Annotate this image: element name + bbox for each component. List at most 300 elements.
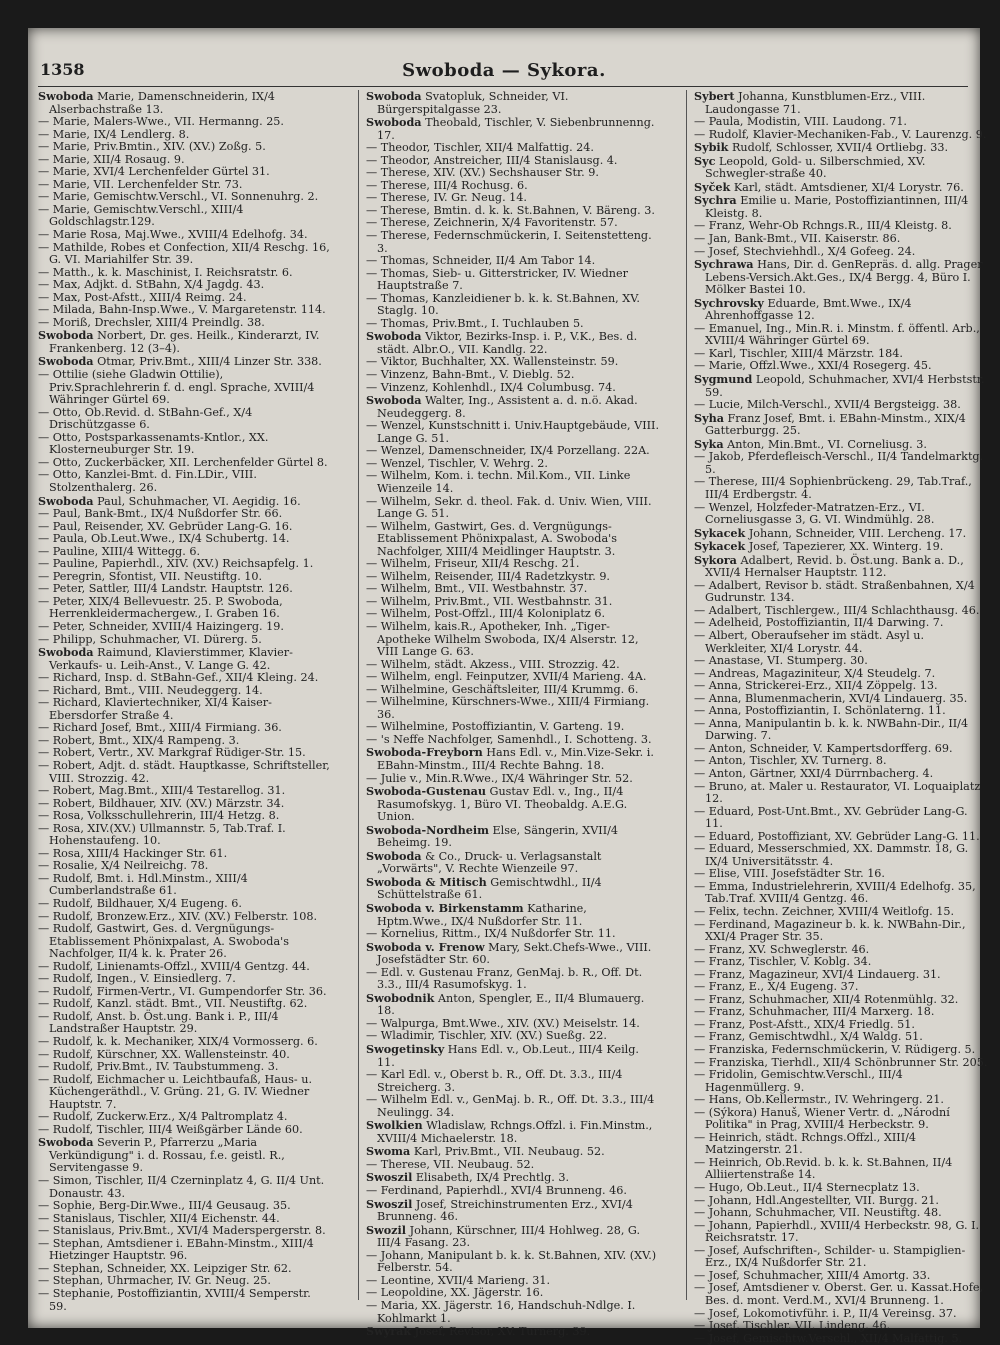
directory-entry	[38, 204, 332, 229]
entry-surname: Sygmund	[694, 372, 753, 387]
entry-text: — Josef, Stechviehhdl., X/4 Gofeeg. 24.	[694, 244, 916, 258]
entry-text: — Jan, Bank-Bmt., VII. Kaiserstr. 86.	[694, 232, 901, 246]
entry-surname: Swoszil	[366, 1170, 413, 1185]
directory-entry	[694, 1132, 988, 1157]
directory-entry	[38, 469, 332, 494]
directory-entry	[366, 824, 660, 850]
entry-text: Hans, Dir. d. GenRepräs. d. allg. Prager Lebens-Versich.Akt.Ges., IX/4 Bergg. 4, Büro I. Mölker Bastei 10.	[705, 258, 983, 297]
directory-entry	[366, 1300, 660, 1325]
entry-surname: Swoboda	[38, 354, 94, 369]
entry-text: — Marie, IX/4 Lendlerg. 8.	[38, 127, 190, 141]
directory-entry	[366, 394, 660, 420]
entry-text: — Leontine, XVII/4 Marieng. 31.	[366, 1273, 551, 1287]
entry-text: — Thomas, Priv.Bmt., I. Tuchlauben 5.	[366, 316, 584, 330]
entry-text: — Wilhelm, Sekr. d. theol. Fak. d. Univ. Wien, VIII. Lange G. 51.	[366, 494, 652, 521]
directory-entry	[366, 967, 660, 992]
entry-text: — Marie, Priv.Bmtin., XIV. (XV.) Zoßg. 5.	[38, 140, 266, 154]
entry-text: — Matth., k. k. Maschinist, I. Reichsratstr. 6.	[38, 265, 293, 279]
entry-surname: Swoboda	[38, 645, 94, 660]
entry-text: — Albert, Oberaufseher im städt. Asyl u. Werkleiter, XI/4 Lorystr. 44.	[694, 628, 925, 655]
directory-entry	[694, 919, 988, 944]
directory-entry	[694, 781, 988, 806]
directory-entry	[38, 1011, 332, 1036]
directory-entry	[366, 293, 660, 318]
entry-text: — Richard Josef, Bmt., XIII/4 Firmiang. 36.	[38, 721, 282, 735]
entry-text: — Rudolf, Zuckerw.Erz., X/4 Paltromplatz 4.	[38, 1110, 288, 1124]
entry-text: Johann, Kürschner, III/4 Hohlweg. 28, G. III/4 Fasang. 23.	[377, 1223, 641, 1250]
entry-text: — Ferdinand, Papierhdl., XVI/4 Brunneng. 46.	[366, 1184, 627, 1198]
entry-text: — Heinrich, Ob.Revid. b. k. k. St.Bahnen, II/4 Alliiertenstraße 14.	[694, 1155, 953, 1182]
entry-surname: Swobodnik	[366, 990, 435, 1005]
entry-text: — Rosalie, X/4 Neilreichg. 78.	[38, 859, 209, 873]
directory-entry	[694, 438, 988, 452]
entry-text: — Franz, Tischler, V. Koblg. 34.	[694, 955, 872, 969]
entry-text: — Wilhelmine, Kürschners-Wwe., XIII/4 Firmiang. 36.	[366, 695, 650, 721]
column-divider	[686, 90, 687, 1300]
entry-text: — Otto, Kanzlei-Bmt. d. Fin.LDir., VIII. Stolzenthalerg. 26.	[38, 468, 257, 494]
directory-entry	[694, 155, 988, 181]
entry-surname: Swoboda	[366, 393, 422, 408]
directory-entry	[38, 495, 332, 509]
entry-text: — Eduard, Messerschmied, XX. Dammstr. 18, G. IX/4 Universitätsstr. 4.	[694, 842, 969, 868]
entry-text: — Josef, Lokomotivführ. i. P., II/4 Vereinsg. 37.	[694, 1306, 957, 1320]
directory-entry	[366, 230, 660, 255]
directory-entry	[366, 90, 660, 116]
directory-entry	[38, 432, 332, 457]
entry-surname: Swolkien	[366, 1118, 423, 1133]
directory-entry	[366, 876, 660, 902]
entry-text: — Stanislaus, Tischler, XII/4 Eichenstr. 44.	[38, 1211, 280, 1225]
directory-entry	[694, 129, 988, 142]
entry-text: — Leopoldine, XX. Jägerstr. 16.	[366, 1286, 544, 1300]
entry-text: — Rudolf, k. k. Mechaniker, XIX/4 Vormosserg. 6.	[38, 1035, 318, 1049]
entry-text: — Robert, Vertr., XV. Markgraf Rüdiger-Str. 15.	[38, 746, 306, 760]
entry-text: — Rudolf, Bildhauer, X/4 Eugeng. 6.	[38, 897, 242, 910]
entry-text: — Franz, Post-Afstt., XIX/4 Friedlg. 51.	[694, 1017, 915, 1031]
entry-text: — Rosa, Volksschullehrerin, III/4 Hetzg. 8.	[38, 809, 280, 823]
entry-text: — Thomas, Kanzleidiener b. k. k. St.Bahnen, XV. Staglg. 10.	[366, 291, 640, 318]
entry-text: — Rudolf, Kürschner, XX. Wallensteinstr. 40.	[38, 1047, 290, 1061]
entry-text: — Robert, Bildhauer, XIV. (XV.) Märzstr. 34.	[38, 796, 285, 810]
entry-text: — Julie v., Min.R.Wwe., IX/4 Währinger Str. 52.	[366, 771, 633, 785]
entry-text: — Ferdinand, Magazineur b. k. k. NWBahn-Dir., XXI/4 Prager Str. 35.	[694, 917, 966, 944]
page-number: 1358	[40, 60, 85, 79]
entry-text: — Marie, Gemischtw.Verschl., XIII/4 Goldschlagstr.129.	[38, 202, 244, 229]
entry-text: — Johann, Schuhmacher, VII. Neustiftg. 48.	[694, 1206, 942, 1220]
entry-text: — Theodor, Anstreicher, III/4 Stanislausg. 4.	[366, 153, 618, 167]
entry-text: — Robert, Bmt., XIX/4 Rampeng. 3.	[38, 733, 240, 747]
directory-entry	[694, 258, 988, 297]
entry-text: — Rudolf, Eichmacher u. Leichtbaufaß, Haus- u. Küchengeräthdl., V. Grüng. 21, G. IV. Wiedner Hauptstr. 7.	[38, 1072, 313, 1111]
directory-entry	[694, 1282, 988, 1307]
directory-entry	[366, 992, 660, 1018]
entry-text: — Adalbert, Tischlergew., III/4 Schlachthausg. 46.	[694, 603, 980, 617]
entry-text: — Therese, III/4 Rochusg. 6.	[366, 178, 528, 192]
entry-surname: Swozil	[366, 1222, 407, 1237]
entry-text: — Karl Edl. v., Oberst b. R., Off. Dt. 3.3., III/4 Streicherg. 3.	[366, 1068, 623, 1094]
entry-text: — Marie, Offzl.Wwe., XXI/4 Rosegerg. 45.	[694, 359, 932, 373]
entry-text: — Franz, Schuhmacher, XII/4 Rotenmühlg. 32.	[694, 992, 959, 1006]
directory-entry	[694, 806, 988, 831]
entry-text: — Peter, Sattler, III/4 Landstr. Hauptstr. 126.	[38, 582, 293, 596]
directory-entry	[694, 1333, 988, 1345]
directory-entry	[694, 630, 988, 655]
entry-text: — Josef, Tischler, VII. Lindeng. 46.	[694, 1319, 891, 1333]
column-3	[694, 89, 988, 1345]
directory-entry	[38, 646, 332, 672]
directory-entry	[694, 373, 988, 399]
entry-text: — Max, Post-Afstt., XIII/4 Reimg. 24.	[38, 290, 247, 304]
directory-entry	[38, 1238, 332, 1263]
directory-entry	[38, 407, 332, 432]
entry-text: — Thomas, Sieb- u. Gitterstricker, IV. Wiedner Hauptstraße 7.	[366, 266, 628, 293]
directory-entry	[366, 785, 660, 824]
directory-entry	[366, 902, 660, 928]
entry-text: — Maria, XX. Jägerstr. 16, Handschuh-Ndlge. I. Kohlmarkt 1.	[366, 1298, 636, 1325]
entry-surname: Sybert	[694, 89, 735, 103]
entry-text: — Paula, Modistin, VIII. Laudong. 71.	[694, 115, 907, 129]
directory-entry	[694, 881, 988, 906]
entry-surname: Sychrawa	[694, 257, 754, 272]
directory-entry	[366, 696, 660, 721]
entry-text: — Josef, Schuhmacher, XIII/4 Amortg. 33.	[694, 1268, 931, 1282]
entry-text: — Marie, XVI/4 Lerchenfelder Gürtel 31.	[38, 165, 270, 179]
entry-text: — Rudolf, Anst. b. Öst.ung. Bank i. P., III/4 Landstraßer Hauptstr. 29.	[38, 1009, 279, 1036]
directory-entry	[38, 1074, 332, 1112]
entry-text: Viktor, Bezirks-Insp. i. P., V.K., Bes. d. städt. Albr.O., VII. Kandlg. 22.	[377, 330, 638, 356]
entry-text: Anton, Min.Bmt., VI. Corneliusg. 3.	[723, 437, 927, 451]
entry-text: Josef, Revisor, XV. Turnerg. 39.	[411, 1325, 591, 1339]
directory-entry	[694, 90, 988, 116]
entry-text: — Simon, Tischler, II/4 Czerninplatz 4, G. II/4 Unt. Donaustr. 43.	[38, 1174, 325, 1200]
entry-text: — Rudolf, Priv.Bmt., IV. Taubstummeng. 3.	[38, 1060, 279, 1074]
entry-text: Karl, Priv.Bmt., VII. Neubaug. 52.	[410, 1145, 605, 1159]
entry-text: — 's Neffe Nachfolger, Samenhdl., I. Schotteng. 3.	[366, 732, 652, 746]
entry-text: — Kornelius, Rittm., IX/4 Nußdorfer Str. 11.	[366, 927, 616, 941]
entry-text: Raimund, Klavierstimmer, Klavier-Verkaufs- u. Leih-Anst., V. Lange G. 42.	[49, 646, 293, 672]
directory-entry	[38, 1175, 332, 1200]
entry-text: — Rudolf, Ingen., V. Einsiedlerg. 7.	[38, 972, 236, 986]
entry-text: — Anton, Schneider, V. Kampertsdorfferg. 69.	[694, 741, 953, 755]
entry-surname: Swoboda & Mitisch	[366, 874, 487, 889]
entry-surname: Swoboda	[366, 848, 422, 863]
entry-text: — Marie, Gemischtw.Verschl., VI. Sonnenuhrg. 2.	[38, 190, 319, 204]
directory-entry	[366, 1325, 660, 1339]
directory-entry	[366, 1224, 660, 1250]
entry-text: — Jakob, Pferdefleisch-Verschl., II/4 Tandelmarktg. 5.	[694, 450, 984, 476]
entry-text: — Bruno, at. Maler u. Restaurator, VI. Loquaiplatz 12.	[694, 779, 981, 806]
entry-text: — Johann, Hdl.Angestellter, VII. Burgg. 21.	[694, 1193, 939, 1207]
entry-text: — Johann, Papierhdl., XVIII/4 Herbeckstr. 98, G. I. Reichsratstr. 17.	[694, 1218, 980, 1245]
entry-text: — Viktor, Buchhalter, XX. Wallensteinstr. 59.	[366, 355, 619, 369]
entry-text: Leopold, Schuhmacher, XVI/4 Herbststr. 59.	[705, 373, 985, 399]
entry-text: — Therese, VII. Neubaug. 52.	[366, 1157, 535, 1171]
directory-entry	[694, 194, 988, 220]
directory-entry	[694, 297, 988, 323]
entry-text: — Vinzenz, Kohlenhdl., IX/4 Columbusg. 74.	[366, 380, 616, 394]
entry-text: Leopold, Gold- u. Silberschmied, XV. Schwegler-straße 40.	[705, 154, 926, 181]
entry-text: — Rudolf, Tischler, III/4 Weißgärber Lände 60.	[38, 1122, 303, 1136]
directory-entry	[694, 1107, 988, 1132]
directory-entry	[694, 843, 988, 868]
entry-text: — Pauline, XIII/4 Wittegg. 6.	[38, 544, 201, 558]
entry-text: — Stephan, Amtsdiener i. EBahn-Minstm., XIII/4 Hietzinger Hauptstr. 96.	[38, 1236, 314, 1263]
directory-entry	[366, 470, 660, 495]
entry-surname: Swoboda v. Birkenstamm	[366, 901, 524, 915]
entry-surname: Swoboda-Freyborn	[366, 745, 483, 760]
entry-text: — Anton, Gärtner, XXI/4 Dürrnbacherg. 4.	[694, 766, 934, 780]
entry-text: Anton, Spengler, E., II/4 Blumauerg. 18.	[377, 991, 645, 1018]
entry-text: Josef, Streichinstrumenten Erz., XVI/4 Brunneng. 46.	[377, 1197, 633, 1224]
entry-text: Otmar, Priv.Bmt., XIII/4 Linzer Str. 338.	[93, 355, 322, 369]
entry-text: — Adelheid, Postoffiziantin, II/4 Darwing. 7.	[694, 616, 944, 630]
entry-text: — Karl, Tischler, XIII/4 Märzstr. 184.	[694, 346, 903, 360]
directory-entry	[366, 268, 660, 293]
entry-text: — Peter, Schneider, XVIII/4 Haizingerg. 19.	[38, 619, 284, 633]
directory-entry	[38, 369, 332, 407]
entry-text: — Johann, Manipulant b. k. k. St.Bahnen, XIV. (XV.) Felberstr. 54.	[366, 1248, 657, 1275]
entry-text: Katharine, Hptm.Wwe., IX/4 Nußdorfer Str. 11.	[377, 902, 587, 928]
directory-entry	[366, 1094, 660, 1119]
entry-text: — Franziska, Tierhdl., XII/4 Schönbrunner Str. 205.	[694, 1055, 988, 1069]
entry-text: — Wenzel, Tischler, V. Wehrg. 2.	[366, 456, 548, 470]
entry-text: — Emanuel, Ing., Min.R. i. Minstm. f. öffentl. Arb., XVIII/4 Währinger Gürtel 69.	[694, 321, 980, 348]
entry-text: — Felix, techn. Zeichner, XVIII/4 Weitlofg. 15.	[694, 905, 955, 918]
entry-surname: Sykacek	[694, 525, 746, 540]
entry-text: — Therese, Bmtin. d. k. k. St.Bahnen, V. Bäreng. 3.	[366, 203, 655, 217]
entry-surname: Sybik	[694, 140, 729, 155]
entry-text: — Ottilie (siehe Gladwin Ottilie), Priv.Sprachlehrerin f. d. engl. Sprache, XVIII/4 Währinger Gürtel 69.	[38, 368, 315, 407]
entry-text: — Emma, Industrielehrerin, XVIII/4 Edelhofg. 35, Tab.Traf. XVIII/4 Gentzg. 46.	[694, 879, 976, 906]
entry-text: — Wilhelm, städt. Akzess., VIII. Strozzig. 42.	[366, 657, 620, 671]
directory-entry	[366, 420, 660, 445]
entry-text: Norbert, Dr. ges. Heilk., Kinderarzt, IV. Frankenberg. 12 (3–4).	[49, 329, 320, 355]
entry-surname: Syc	[694, 153, 716, 168]
entry-surname: Swoboda	[366, 115, 422, 130]
directory-entry	[694, 451, 988, 476]
directory-entry	[38, 1136, 332, 1175]
directory-entry	[366, 850, 660, 876]
entry-surname: Swoboda-Nordheim	[366, 822, 489, 837]
directory-entry	[38, 355, 332, 369]
entry-text: — Paul, Bank-Bmt., IX/4 Nußdorfer Str. 66.	[38, 507, 283, 521]
entry-surname: Swoszil	[366, 1196, 413, 1211]
entry-text: — Josef, Gemischtw.Verschl., XII/4 Malfattig. 5.	[694, 1331, 963, 1345]
directory-entry	[694, 181, 988, 195]
column-1	[38, 89, 332, 1313]
entry-text: — Stanislaus, Priv.Bmt., XVI/4 Maderspergerstr. 8.	[38, 1224, 326, 1238]
entry-surname: Swoboda	[366, 89, 422, 103]
entry-text: — Peter, XIX/4 Bellevuestr. 25. P. Swoboda, Herrenkleidermachergew., I. Graben 16.	[38, 594, 283, 621]
directory-entry	[694, 1220, 988, 1245]
entry-text: Hans Edl. v., Min.Vize-Sekr. i. EBahn-Minstm., III/4 Rechte Bahng. 18.	[377, 746, 654, 772]
directory-entry	[694, 527, 988, 541]
entry-text: Johann, Schneider, VIII. Lercheng. 17.	[745, 526, 967, 540]
entry-text: Johanna, Kunstblumen-Erz., VIII. Laudongasse 71.	[705, 90, 926, 116]
page-title: Swoboda — Sykora.	[402, 60, 606, 81]
entry-surname: Sykacek	[694, 539, 746, 554]
entry-text: — Peregrin, Sfontist, VII. Neustiftg. 10.	[38, 569, 263, 583]
entry-text: Walter, Ing., Assistent a. d. n.ö. Akad. Neudeggerg. 8.	[377, 394, 638, 420]
entry-text: — Richard, Klaviertechniker, XI/4 Kaiser-Ebersdorfer Straße 4.	[38, 696, 272, 722]
entry-text: — Marie Rosa, Maj.Wwe., XVIII/4 Edelhofg. 34.	[38, 228, 308, 242]
entry-surname: Swoboda	[38, 1135, 94, 1150]
entry-text: — Marie, Malers-Wwe., VII. Hermanng. 25.	[38, 115, 284, 129]
entry-surname: Swoboda-Gustenau	[366, 784, 486, 799]
entry-text: — Rudolf, Kanzl. städt. Bmt., VII. Neustiftg. 62.	[38, 997, 308, 1011]
entry-text: — Anna, Postoffiziantin, I. Schönlaterng. 11.	[694, 704, 946, 718]
entry-text: — Max, Adjkt. d. StBahn, X/4 Jagdg. 43.	[38, 278, 265, 292]
entry-text: — Hans, Ob.Kellermstr., IV. Wehringerg. 21.	[694, 1093, 944, 1107]
directory-entry	[694, 540, 988, 554]
entry-text: — Theodor, Tischler, XII/4 Malfattig. 24.	[366, 141, 594, 155]
entry-text: — Therese, IV. Gr. Neug. 14.	[366, 191, 527, 205]
entry-text: Severin P., Pfarrerzu „Maria Verkündigung" i. d. Rossau, f.e. geistl. R., Servitengasse 9.	[49, 1136, 285, 1175]
directory-entry	[38, 697, 332, 722]
page-header	[28, 60, 980, 84]
entry-text: — Franz, XV. Schweglerstr. 46.	[694, 942, 870, 956]
directory-entry	[366, 1198, 660, 1224]
entry-text: — Lucie, Milch-Verschl., XVII/4 Bergsteigg. 38.	[694, 398, 961, 412]
entry-text: — Franziska, Federnschmückerin, V. Rüdigerg. 5.	[694, 1043, 976, 1057]
entry-text: Gemischtwdhl., II/4 Schüttelstraße 61.	[377, 875, 602, 902]
directory-entry	[694, 580, 988, 605]
entry-text: Elisabeth, IX/4 Prechtlg. 3.	[412, 1171, 570, 1185]
entry-text: Marie, Damenschneiderin, IX/4 Alserbachstraße 13.	[49, 90, 275, 116]
directory-entry	[694, 1245, 988, 1270]
entry-surname: Swyrak	[366, 1324, 412, 1339]
entry-text: — Richard, Insp. d. StBahn-Gef., XII/4 Kleing. 24.	[38, 671, 319, 685]
entry-text: — Wilhelm, Bmt., VII. Westbahnstr. 37.	[366, 582, 588, 596]
entry-text: — Franz, Schuhmacher, III/4 Marxerg. 18.	[694, 1005, 935, 1019]
entry-text: — Eduard, Postoffiziant, XV. Gebrüder Lang-G. 11.	[694, 829, 980, 843]
entry-text: — Franz, E., X/4 Eugeng. 37.	[694, 980, 859, 994]
directory-entry	[38, 329, 332, 355]
entry-text: — Therese, Zeichnerin, X/4 Favoritenstr. 57.	[366, 216, 618, 230]
entry-text: — Wilhelm, Priv.Bmt., VII. Westbahnstr. 31.	[366, 594, 613, 608]
directory-entry	[38, 1288, 332, 1313]
entry-surname: Swoboda	[38, 493, 94, 508]
entry-text: Hans Edl. v., Ob.Leut., III/4 Keilg. 11.	[377, 1043, 639, 1069]
entry-text: — Adalbert, Revisor b. städt. Straßenbahnen, X/4 Gudrunstr. 134.	[694, 578, 975, 605]
entry-text: Gustav Edl. v., Ing., II/4 Rasumofskyg. 1, Büro VI. Theobaldg. A.E.G. Union.	[377, 785, 628, 824]
entry-text: — Paula, Ob.Leut.Wwe., IX/4 Schubertg. 14.	[38, 532, 290, 546]
entry-text: — Fridolin, Gemischtw.Verschl., III/4 Hagenmüllerg. 9.	[694, 1068, 903, 1094]
entry-text: Mary, Sekt.Chefs-Wwe., VIII. Josefstädter Str. 60.	[377, 940, 652, 967]
entry-surname: Sychrovsky	[694, 295, 764, 310]
entry-text: — Franz, Magazineur, XVI/4 Lindauerg. 31.	[694, 967, 941, 981]
entry-text: — Rudolf, Firmen-Vertr., VI. Gumpendorfer Str. 36.	[38, 984, 327, 998]
directory-entry	[366, 1250, 660, 1275]
directory-entry	[366, 521, 660, 559]
entry-text: — Wilhelm Edl. v., GenMaj. b. R., Off. Dt. 3.3., III/4 Neulingg. 34.	[366, 1093, 655, 1119]
entry-text: Emilie u. Marie, Postoffiziantinnen, III/4 Kleistg. 8.	[705, 194, 969, 220]
entry-text: — Otto, Ob.Revid. d. StBahn-Gef., X/4 Drischützgasse 6.	[38, 405, 253, 432]
entry-text: — Mathilde, Robes et Confection, XII/4 Reschg. 16, G. VI. Mariahilfer Str. 39.	[38, 240, 330, 267]
entry-text: — Robert, Mag.Bmt., XIII/4 Testarellog. 31.	[38, 784, 286, 798]
directory-entry	[38, 823, 332, 848]
entry-surname: Syha	[694, 410, 724, 425]
entry-text: — Wilhelm, Friseur, XII/4 Reschg. 21.	[366, 557, 580, 571]
directory-entry	[38, 760, 332, 785]
entry-text: — Hugo, Ob.Leut., II/4 Sternecplatz 13.	[694, 1181, 920, 1195]
entry-text: — Rosa, XIV.(XV.) Ullmannstr. 5, Tab.Traf. I. Hohenstaufeng. 10.	[38, 821, 286, 848]
entry-text: Paul, Schuhmacher, VI. Aegidig. 16.	[93, 494, 301, 508]
entry-text: Josef, Tapezierer, XX. Winterg. 19.	[745, 540, 944, 554]
entry-text: — Stephan, Schneider, XX. Leipziger Str. 62.	[38, 1261, 292, 1275]
directory-entry	[694, 502, 988, 527]
entry-text: — Anastase, VI. Stumperg. 30.	[694, 654, 868, 668]
entry-text: — Paul, Reisender, XV. Gebrüder Lang-G. 16.	[38, 519, 293, 533]
entry-text: — Wilhelmine, Postoffiziantin, V. Garteng. 19.	[366, 720, 625, 734]
directory-entry	[694, 554, 988, 580]
directory-entry	[38, 242, 332, 267]
directory-entry	[694, 1069, 988, 1094]
entry-text: — Wilhelm, Post-Offzl., III/4 Koloniplatz 6.	[366, 607, 606, 621]
entry-text: Else, Sängerin, XVII/4 Beheimg. 19.	[377, 823, 619, 850]
directory-entry	[694, 323, 988, 348]
entry-text: — Pauline, Papierhdl., XIV. (XV.) Reichsapfelg. 1.	[38, 557, 314, 571]
directory-entry	[366, 746, 660, 772]
entry-text: — Rudolf, Klavier-Mechaniken-Fab., V. Laurenzg. 9.	[694, 127, 987, 141]
entry-text: — Wilhelmine, Geschäftsleiter, III/4 Krummg. 6.	[366, 682, 639, 696]
entry-text: — Wilhelm, Reisender, III/4 Radetzkystr. 9.	[366, 569, 610, 583]
entry-text: — Milada, Bahn-Insp.Wwe., V. Margaretenstr. 114.	[38, 303, 326, 317]
entry-text: — Otto, Zuckerbäcker, XII. Lerchenfelder Gürtel 8.	[38, 455, 328, 469]
directory-entry	[366, 116, 660, 142]
entry-text: Theobald, Tischler, V. Siebenbrunnenng. 17.	[377, 116, 655, 142]
directory-entry	[366, 1145, 660, 1159]
directory-entry	[38, 873, 332, 898]
entry-text: — Richard, Bmt., VIII. Neudeggerg. 14.	[38, 683, 263, 697]
entry-text: — Walpurga, Bmt.Wwe., XIV. (XV.) Meiselstr. 14.	[366, 1016, 640, 1030]
entry-text: — Rudolf, Bmt. i. Hdl.Minstm., XIII/4 Cumberlandstraße 61.	[38, 871, 248, 898]
entry-text: — Rudolf, Bronzew.Erz., XIV. (XV.) Felberstr. 108.	[38, 909, 318, 923]
entry-text: — Anna, Manipulantin b. k. k. NWBahn-Dir., II/4 Darwing. 7.	[694, 716, 969, 743]
directory-entry	[694, 476, 988, 501]
entry-text: — Edl. v. Gustenau Franz, GenMaj. b. R., Off. Dt. 3.3., III/4 Rasumofskyg. 1.	[366, 965, 643, 992]
entry-text: — Heinrich, städt. Rchngs.Offzl., XIII/4 Matzingerstr. 21.	[694, 1130, 917, 1157]
entry-text: — Robert, Adjt. d. städt. Hauptkasse, Schriftsteller, VIII. Strozzig. 42.	[38, 758, 330, 785]
entry-text: Wladislaw, Rchngs.Offzl. i. Fin.Minstm., XVIII/4 Michaelerstr. 18.	[377, 1119, 653, 1145]
entry-surname: Syka	[694, 436, 724, 451]
entry-text: — Franz, Wehr-Ob Rchngs.R., III/4 Kleistg. 8.	[694, 219, 952, 233]
entry-text: — Josef, Amtsdiener v. Oberst. Ger. u. Kassat.Hofe, Bes. d. mont. Verd.M., XVI/4 Brunneng. 1.	[694, 1281, 984, 1307]
entry-text: — Rosa, XIII/4 Hackinger Str. 61.	[38, 846, 228, 860]
entry-text: Franz Josef, Bmt. i. EBahn-Minstm., XIX/4 Gatterburgg. 25.	[705, 411, 966, 438]
entry-text: & Co., Druck- u. Verlagsanstalt „Vorwärts", V. Rechte Wienzeile 97.	[377, 849, 602, 876]
entry-text: Karl, städt. Amtsdiener, XI/4 Lorystr. 76.	[730, 180, 964, 194]
directory-entry	[38, 923, 332, 961]
entry-surname: Swoboda v. Frenow	[366, 939, 485, 954]
directory-entry	[366, 496, 660, 521]
entry-text: — Anna, Strickerei-Erz., XII/4 Zöppelg. 13.	[694, 679, 938, 693]
directory-entry	[694, 399, 988, 412]
entry-surname: Syček	[694, 179, 731, 194]
entry-text: — Wenzel, Damenschneider, IX/4 Porzellang. 22A.	[366, 444, 650, 458]
directory-entry	[366, 621, 660, 659]
entry-text: — Andreas, Magaziniteur, X/4 Steudelg. 7.	[694, 666, 936, 680]
directory-entry	[366, 941, 660, 967]
column-divider	[358, 90, 359, 1300]
entry-text: — Otto, Postsparkassenamts-Kntlor., XX. Klosterneuburger Str. 19.	[38, 430, 269, 457]
entry-text: — Wilhelm, engl. Feinputzer, XVII/4 Marieng. 4A.	[366, 670, 647, 684]
entry-text: — Therese, Federnschmückerin, I. Seitenstetteng. 3.	[366, 229, 652, 255]
entry-surname: Swoma	[366, 1144, 411, 1159]
entry-text: — Anna, Blumenmacherin, XVI/4 Lindauerg. 35.	[694, 691, 968, 705]
directory-entry	[38, 596, 332, 621]
entry-text: — Stephanie, Postoffiziantin, XVIII/4 Semperstr. 59.	[38, 1286, 311, 1313]
